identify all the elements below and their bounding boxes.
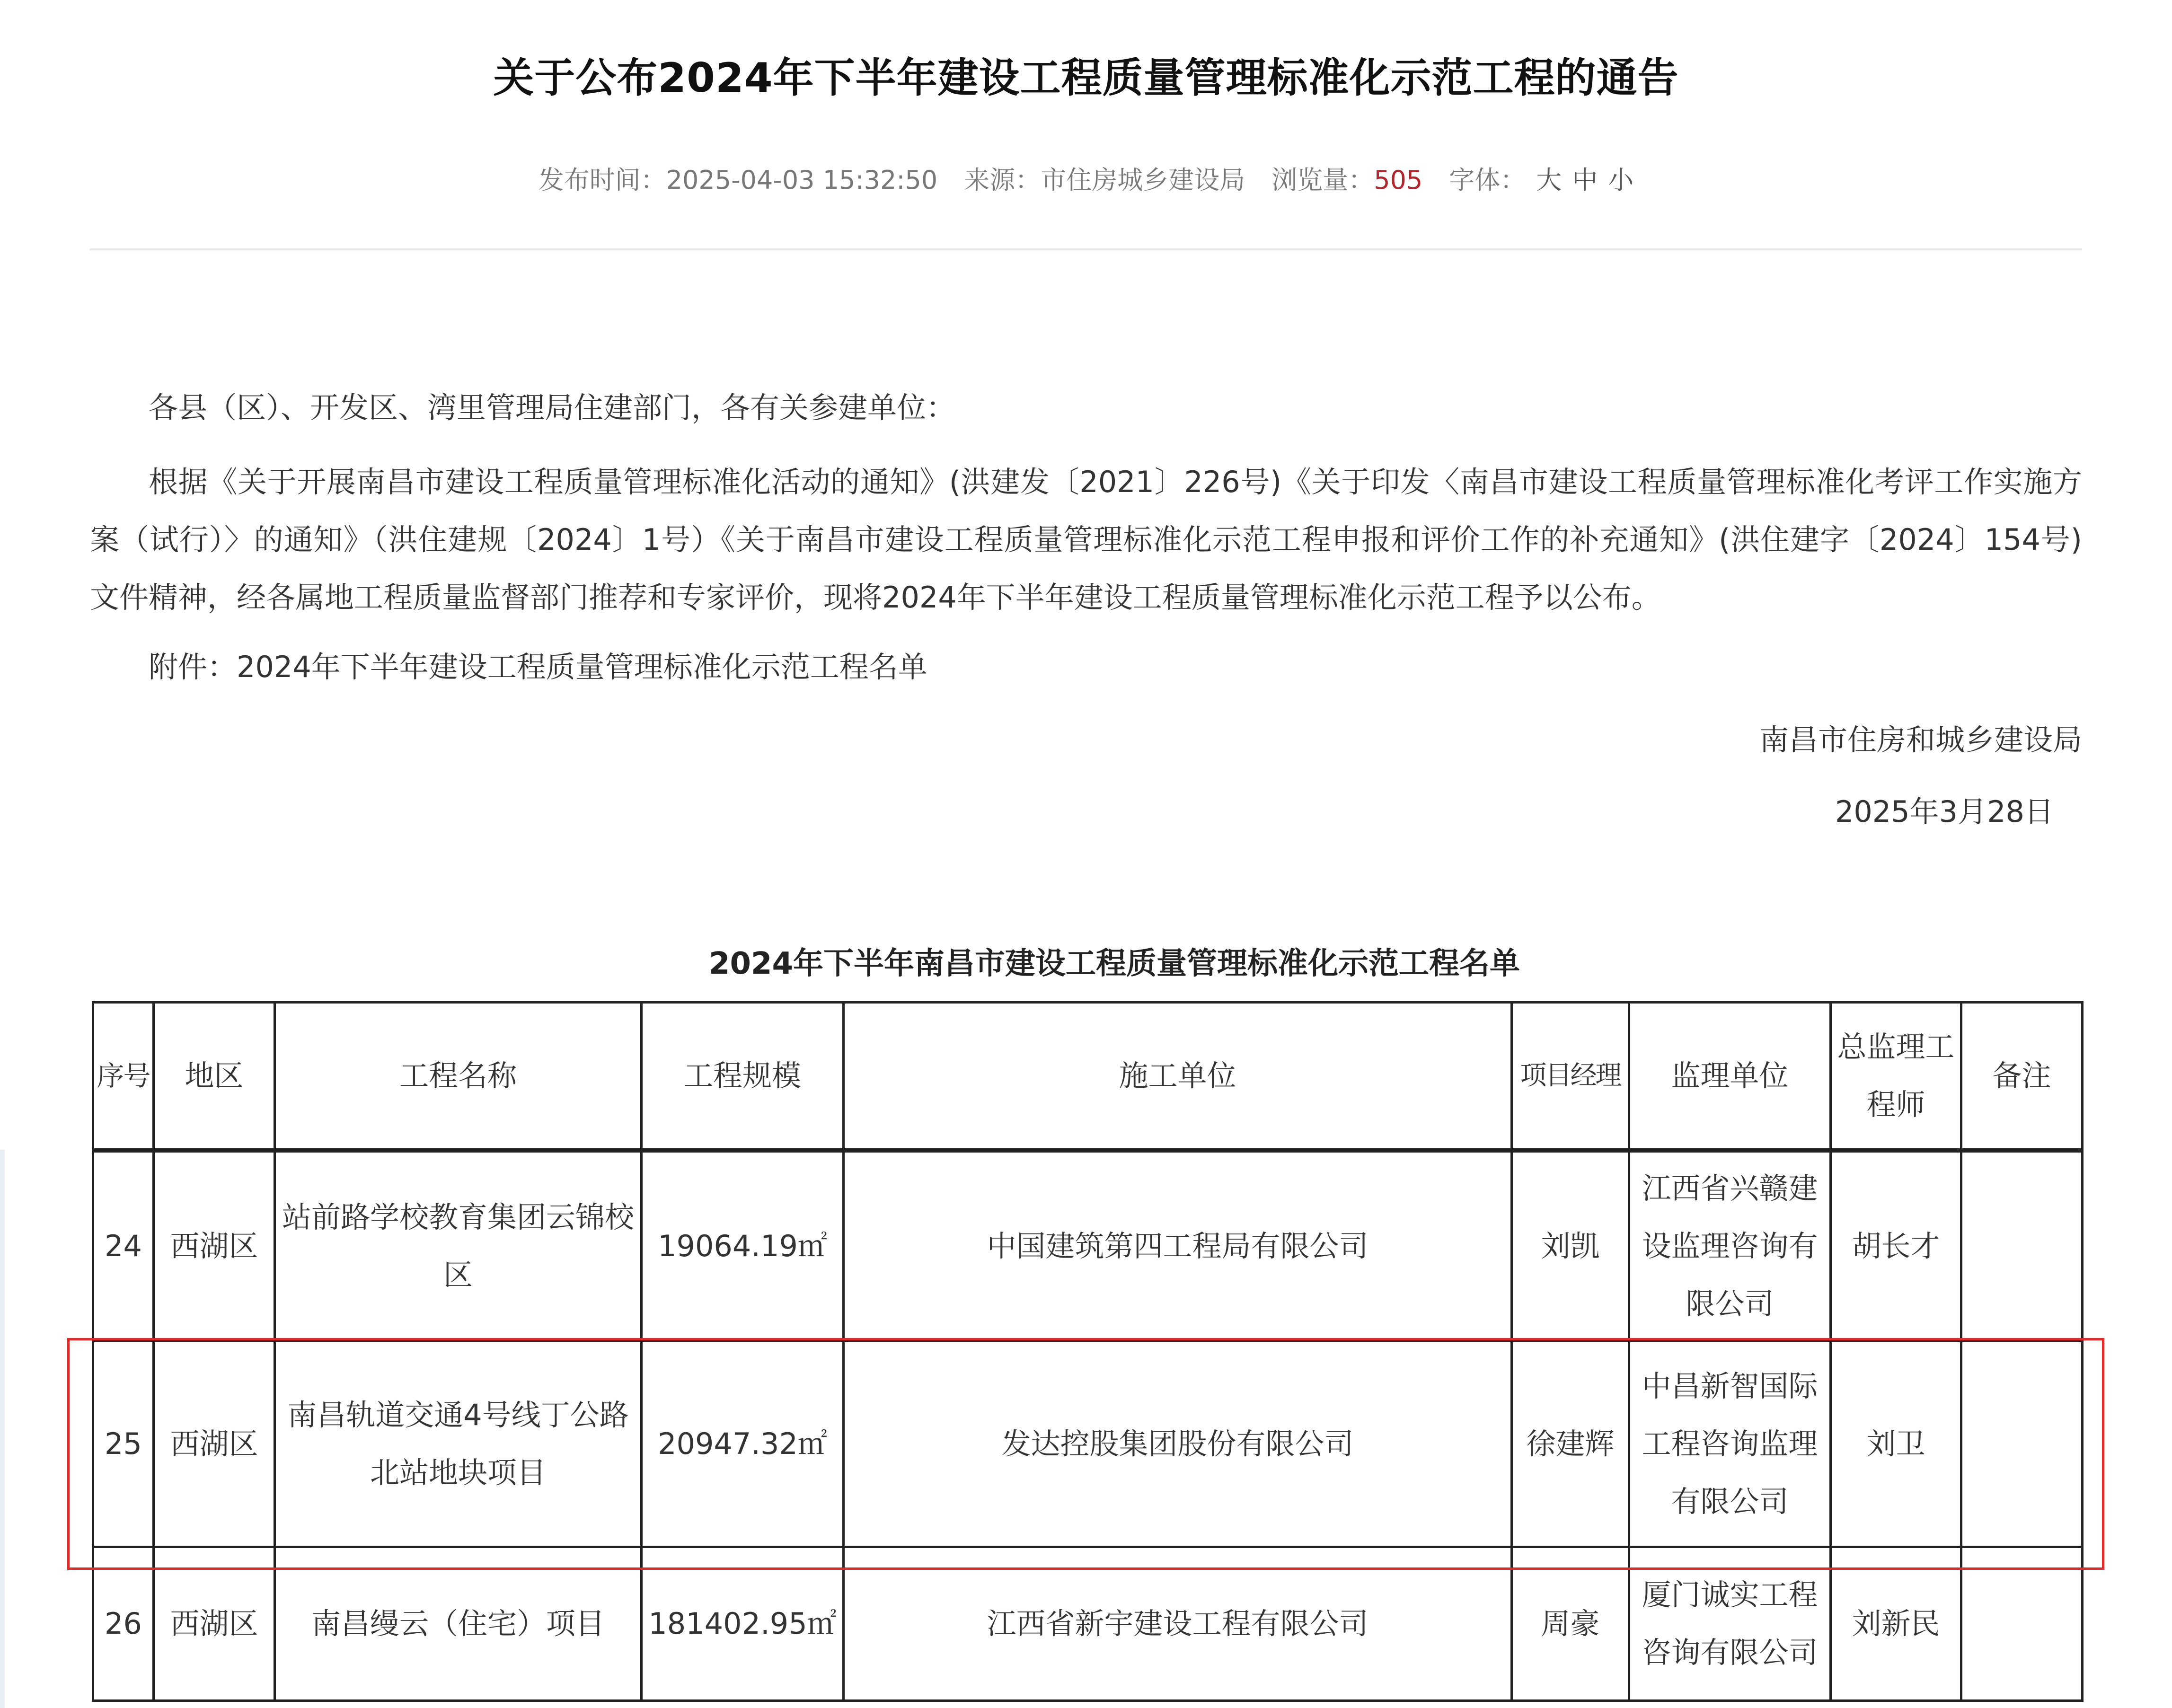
- table-cell: 中昌新智国际工程咨询监理有限公司: [1629, 1341, 1831, 1547]
- table-cell: 26: [93, 1547, 154, 1701]
- font-size-medium-link[interactable]: 中: [1572, 165, 1598, 195]
- table-cell: 西湖区: [154, 1547, 275, 1701]
- table-row: [93, 1547, 2083, 1701]
- source-label: 来源：: [964, 165, 1041, 195]
- table-cell: 发达控股集团股份有限公司: [844, 1341, 1512, 1547]
- table-cell: 胡长才: [1831, 1151, 1961, 1341]
- table-cell: 江西省新宇建设工程有限公司: [844, 1547, 1512, 1701]
- body-paragraph: 根据《关于开展南昌市建设工程质量管理标准化活动的通知》(洪建发〔2021〕226号)《关于印发〈南昌市建设工程质量管理标准化考评工作实施方案（试行）〉的通知》（洪住建规〔2024〕1号）《关于南昌市建设工程质量管理标准化示范工程申报和评价工作的补充通知》(洪住建字〔2024〕154号)文件精神，经各属地工程质量监督部门推荐和专家评价，现将2024年下半年建设工程质量管理标准化示范工程予以公布。: [90, 465, 2082, 615]
- publish-time: 2025-04-03 15:32:50: [666, 165, 938, 195]
- table-cell: 中国建筑第四工程局有限公司: [844, 1151, 1512, 1341]
- attachment-line: 附件：2024年下半年建设工程质量管理标准化示范工程名单: [149, 650, 927, 684]
- table-cell: 南昌缦云（住宅）项目: [275, 1547, 642, 1701]
- table-cell: [1961, 1341, 2083, 1547]
- publish-time-label: 发布时间：: [538, 165, 666, 195]
- table-row: [93, 1341, 2083, 1547]
- views-label: 浏览量：: [1271, 165, 1374, 195]
- header-cell: 备注: [1961, 1003, 2083, 1151]
- table-cell: 20947.32㎡: [642, 1341, 844, 1547]
- table-cell: 181402.95㎡: [642, 1547, 844, 1701]
- table-cell: 西湖区: [154, 1151, 275, 1341]
- issue-date: 2025年3月28日: [1835, 794, 2054, 829]
- article-meta: [0, 160, 2172, 196]
- header-divider: [90, 248, 2082, 250]
- header-cell: 项目经理: [1512, 1003, 1629, 1151]
- table-header-row: [93, 1003, 2083, 1151]
- header-cell: 工程名称: [275, 1003, 642, 1151]
- header-cell: 监理单位: [1629, 1003, 1831, 1151]
- header-cell: 地区: [154, 1003, 275, 1151]
- table-cell: 站前路学校教育集团云锦校区: [275, 1151, 642, 1341]
- table-cell: 徐建辉: [1512, 1341, 1629, 1547]
- font-size-large-link[interactable]: 大: [1536, 165, 1562, 195]
- header-cell: 施工单位: [844, 1003, 1512, 1151]
- table-cell: 厦门诚实工程咨询有限公司: [1629, 1547, 1831, 1701]
- table-cell: [1961, 1547, 2083, 1701]
- views-count: 505: [1374, 165, 1423, 195]
- table-cell: 刘卫: [1831, 1341, 1961, 1547]
- table-cell: 刘新民: [1831, 1547, 1961, 1701]
- header-cell: 序号: [93, 1003, 154, 1151]
- table-cell: [1961, 1151, 2083, 1341]
- table-cell: 25: [93, 1341, 154, 1547]
- table-cell: 江西省兴赣建设监理咨询有限公司: [1629, 1151, 1831, 1341]
- table-title: 2024年下半年南昌市建设工程质量管理标准化示范工程名单: [708, 946, 1520, 981]
- table-cell: 24: [93, 1151, 154, 1341]
- table-cell: 19064.19㎡: [642, 1151, 844, 1341]
- table-cell: 南昌轨道交通4号线丁公路北站地块项目: [275, 1341, 642, 1547]
- table-cell: 刘凯: [1512, 1151, 1629, 1341]
- font-size-label: 字体：: [1449, 165, 1526, 195]
- signature: 南昌市住房和城乡建设局: [1759, 722, 2082, 757]
- page-edge-strip: [0, 1150, 5, 1708]
- header-cell: 总监理工程师: [1831, 1003, 1961, 1151]
- table-cell: 西湖区: [154, 1341, 275, 1547]
- source: 市住房城乡建设局: [1041, 165, 1245, 195]
- font-size-small-link[interactable]: 小: [1608, 165, 1634, 195]
- article-title: 关于公布2024年下半年建设工程质量管理标准化示范工程的通告: [493, 54, 1679, 102]
- salutation: 各县（区）、开发区、湾里管理局住建部门，各有关参建单位：: [149, 390, 956, 425]
- header-cell: 工程规模: [642, 1003, 844, 1151]
- table-row: [93, 1151, 2083, 1341]
- project-list-table: [92, 1001, 2084, 1702]
- table-cell: 周豪: [1512, 1547, 1629, 1701]
